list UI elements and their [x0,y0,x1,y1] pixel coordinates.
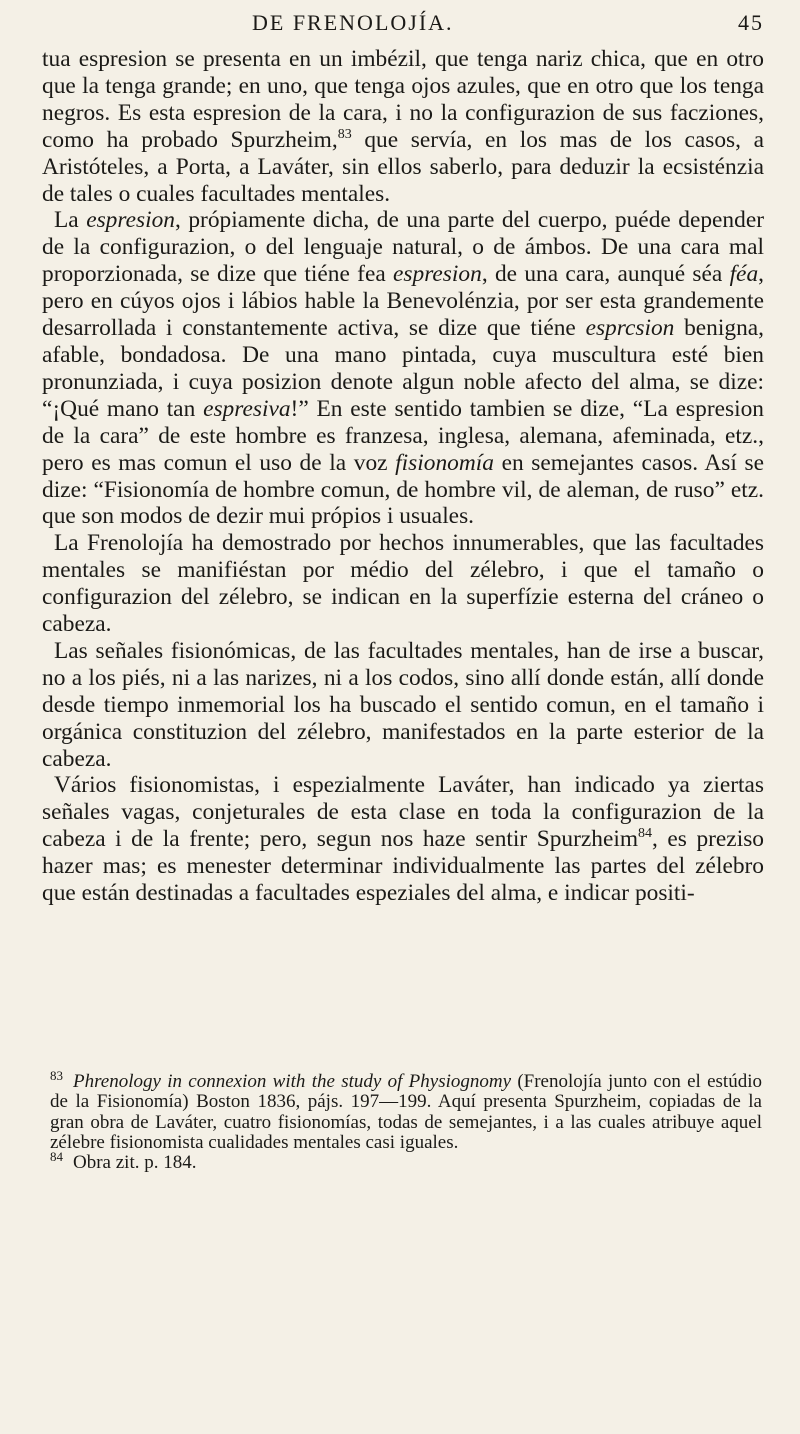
paragraph: La espresion, própiamente dicha, de una parte del cuerpo, puéde depender de la configurazion, o del lenguaje natural, o de ámbos. De una cara mal proporzionada, se dize que tiéne fea espresion, de una cara, aunqué séa féa, pero en cúyos ojos i lábios hable la Benevolénzia, por ser esta grandemente desarrollada i constantemente activa, se dize que tiéne esprcsion benigna, afable, bondadosa. De una mano pintada, cuya muscultura esté bien pronunziada, i cuya posizion denote algun noble afecto del alma, se dize: “¡Qué mano tan espresiva!” En este sentido tambien se dize, “La espresion de la cara” de este hombre es franzesa, inglesa, alemana, afeminada, etz., pero es mas comun el uso de la voz fisionomía en semejantes casos. Así se dize: “Fisionomía de hombre comun, de hombre vil, de aleman, de ruso” etz. que son modos de dezir mui própios i usuales. [42,207,764,530]
footnote-ref-84[interactable]: 84 [638,826,653,842]
paragraph: Las señales fisionómicas, de las facultades mentales, han de irse a buscar, no a los piés, ni a las narizes, ni a los codos, sino allí donde están, allí donde desde tiempo inmemorial los ha buscado el sentido comun, en el tamaño i orgánica constituzion del zélebro, manifestados en la parte esterior de la cabeza. [42,637,764,772]
footnote: $^{83}$ Phrenology in connexion with the study of Physiognomy (Frenolojía junto con el estúdio de la Fisionomía) Boston 1836, pájs. 197—199. Aquí presenta Spurzheim, copiadas de la gran obra de Laváter, cuatro fisionomías, todas de semejantes, i a las cuales atribuye aquel zélebre fisionomista cualidades mentales casi iguales. [50,1067,762,1153]
page-number: 45 [738,10,764,35]
paragraph: La Frenolojía ha demostrado por hechos innumerables, que las facultades mentales se manifiéstan por médio del zélebro, i que el tamaño o configurazion del zélebro, se indican en la superfízie esterna del cráneo o cabeza. [42,530,764,638]
footnote-mark: 83 [50,1067,63,1083]
footnote: $^{84}$ Obra zit. p. 184. [50,1148,197,1174]
footnotes [50,1067,762,1174]
body-text [42,46,764,907]
running-title: DE FRENOLOJÍA. [252,10,454,35]
running-header [42,4,764,44]
book-page [42,0,764,1434]
paragraph: Vários fisionomistas, i espezialmente Laváter, han indicado ya ziertas señales vagas, conjeturales de esta clase en toda la configurazion de la cabeza i de la frente; pero, segun nos haze sentir Spurzheim$^{84}$, es preziso hazer mas; es menester determinar individualmente las partes del zélebro que están destinadas a facultades espeziales del alma, e indicar positi- [42,772,764,907]
footnote-ref-83[interactable]: 83 [337,126,352,142]
footnote-mark: 84 [50,1148,63,1164]
paragraph: tua espresion se presenta en un imbézil, que tenga nariz chica, que en otro que la tenga grande; en uno, que tenga ojos azules, que en otro que los tenga negros. Es esta espresion de la cara, i no la configurazion de sus facziones, como ha probado Spurzheim,$^{83}$ que servía, en los mas de los casos, a Aristóteles, a Porta, a Laváter, sin ellos saberlo, para deduzir la ecsisténzia de tales o cuales facultades mentales. [42,46,764,207]
